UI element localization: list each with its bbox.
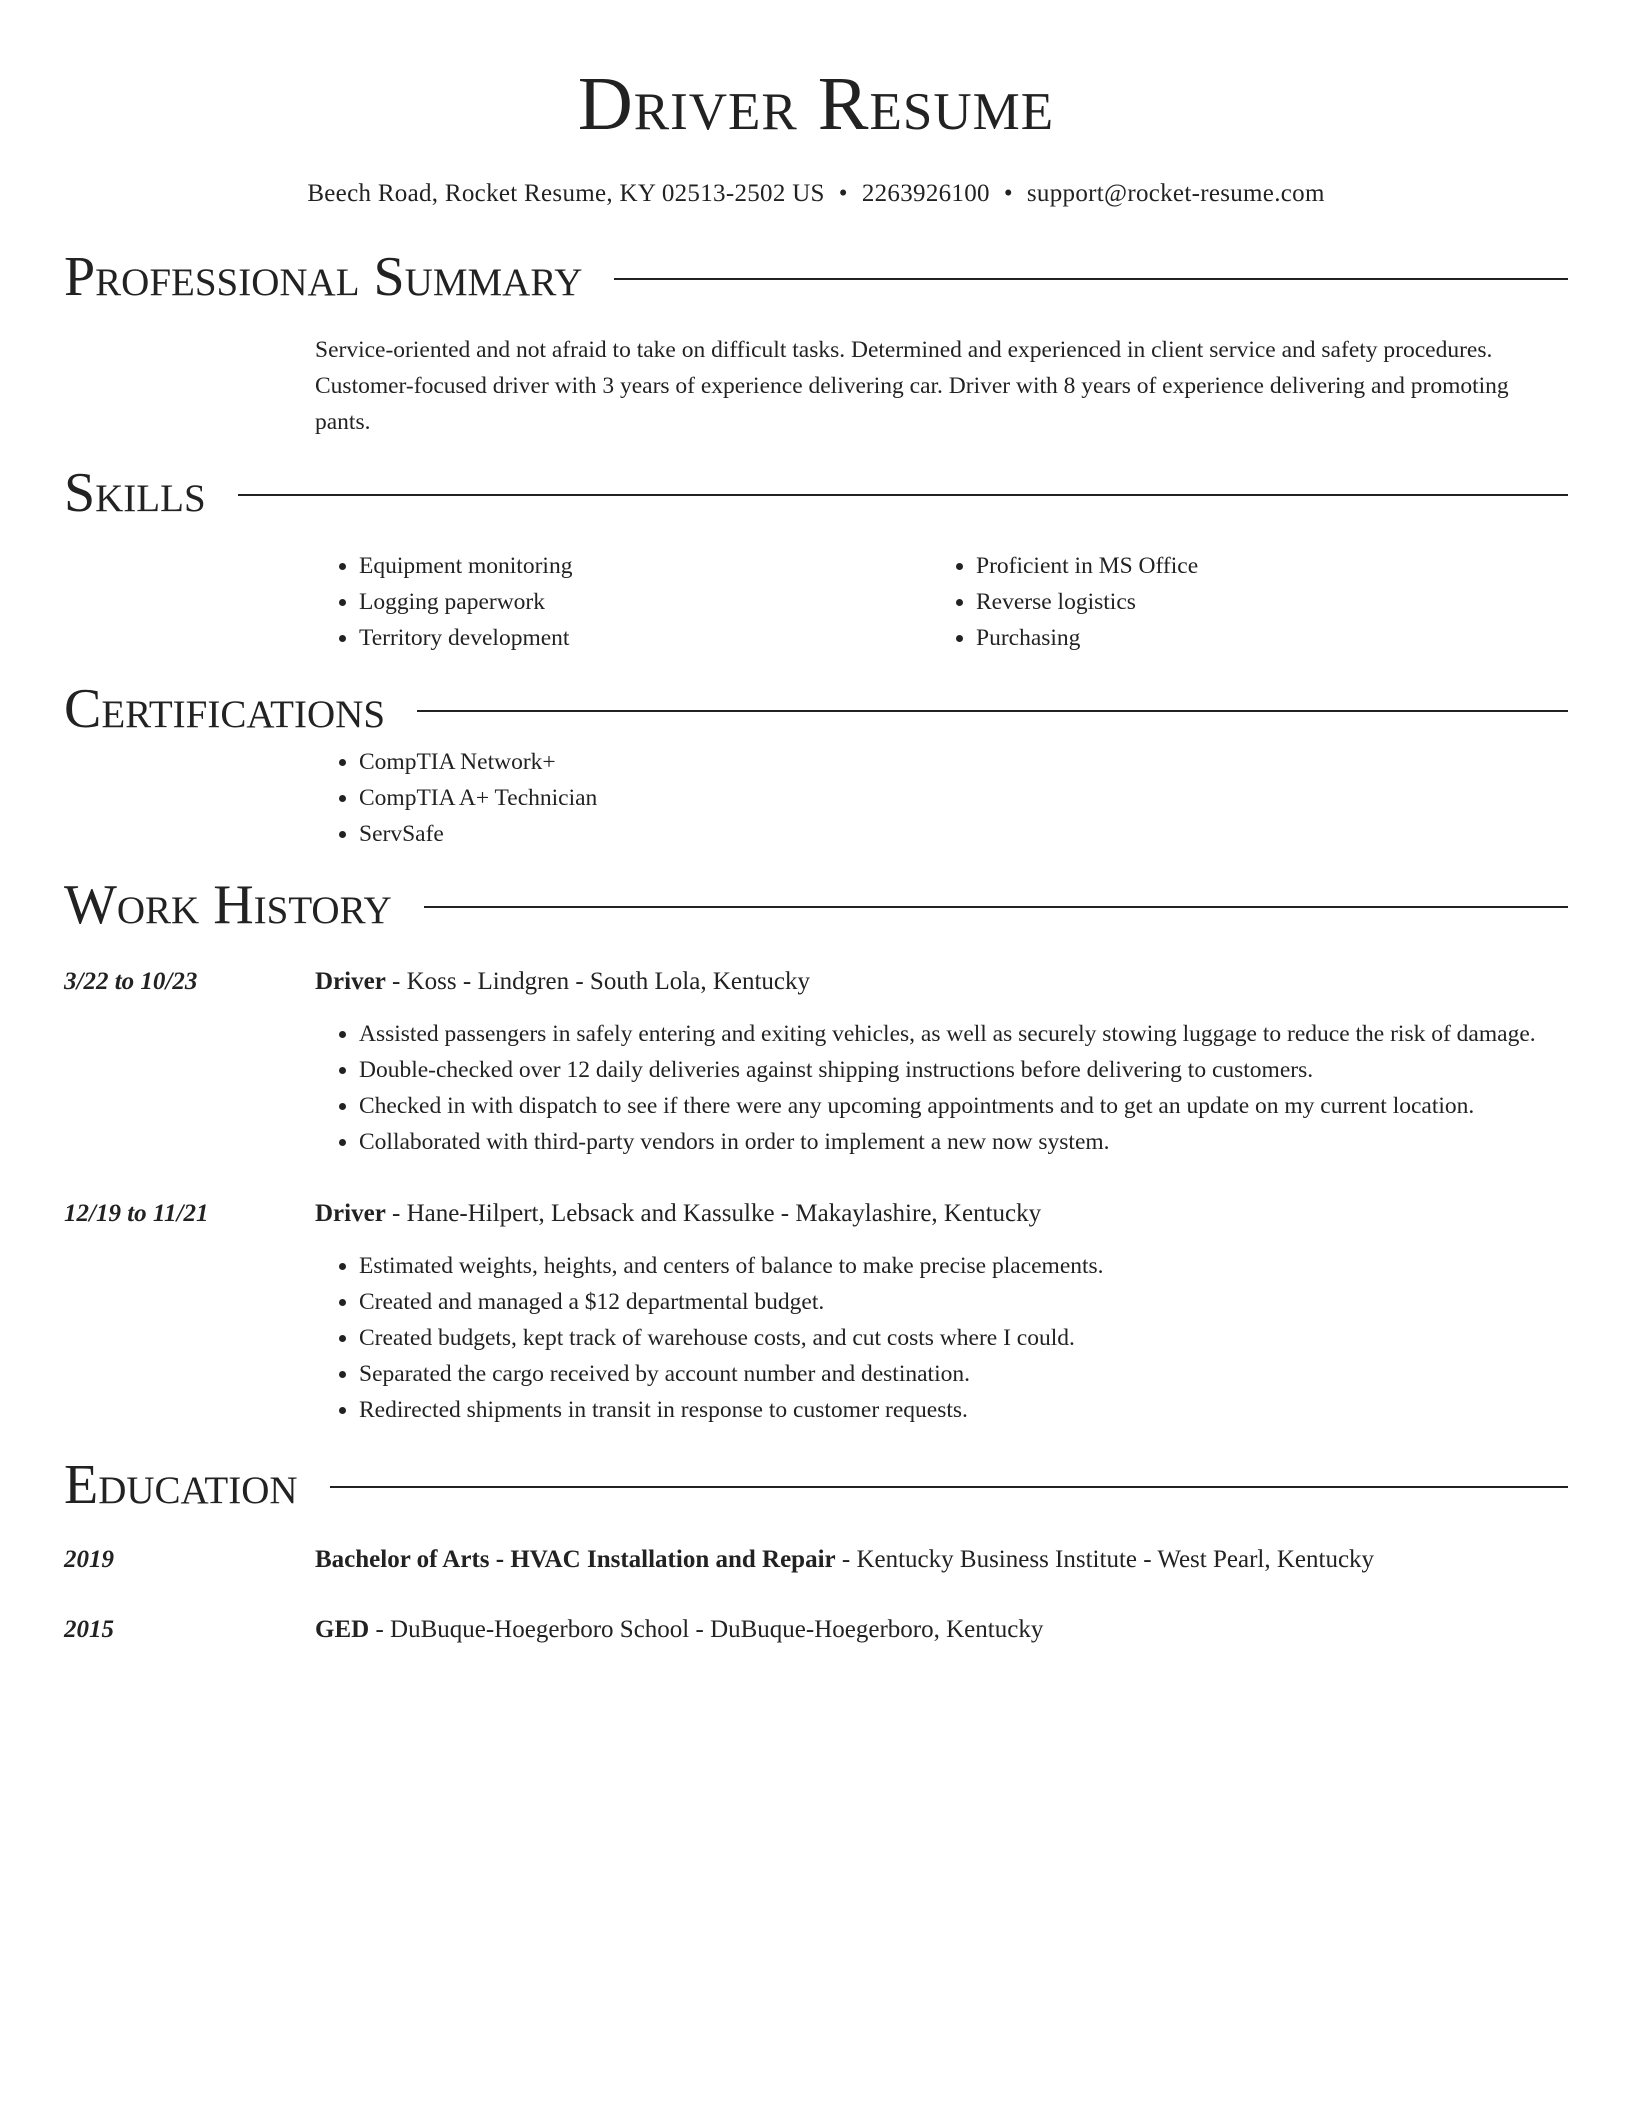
skills-grid bbox=[315, 548, 1568, 656]
job-bullet: • Collaborated with third-party vendors in order to implement a new now system. bbox=[359, 1124, 1568, 1160]
summary-section bbox=[64, 242, 1568, 440]
skill-item: • Purchasing bbox=[976, 620, 1549, 656]
summary-header bbox=[64, 242, 1568, 312]
skills-list-left bbox=[315, 548, 932, 656]
certifications-list bbox=[315, 744, 1568, 852]
education-year: 2015 bbox=[64, 1616, 114, 1643]
skill-item: • Territory development bbox=[359, 620, 932, 656]
job-bullet: • Estimated weights, heights, and centers of balance to make precise placements. bbox=[359, 1248, 1568, 1284]
certifications-header bbox=[64, 674, 1568, 744]
job-bullet: • Created and managed a $12 departmental budget. bbox=[359, 1284, 1568, 1320]
skills-title: Skills bbox=[64, 462, 206, 524]
education-section bbox=[64, 1450, 1568, 1648]
certifications-body bbox=[315, 744, 1568, 852]
skill-item: • Reverse logistics bbox=[976, 584, 1549, 620]
skill-item: • Equipment monitoring bbox=[359, 548, 932, 584]
contact-address: Beech Road, Rocket Resume, KY 02513-2502 US bbox=[307, 180, 825, 207]
education-year: 2019 bbox=[64, 1546, 114, 1573]
contact-line bbox=[64, 176, 1568, 212]
job-dates: 3/22 to 10/23 bbox=[64, 968, 198, 995]
certification-item: • CompTIA A+ Technician bbox=[359, 780, 1568, 816]
education-heading bbox=[315, 1542, 1568, 1578]
job-bullet: • Double-checked over 12 daily deliveries against shipping instructions before delivering to customers. bbox=[359, 1052, 1568, 1088]
job-bullet: • Created budgets, kept track of warehouse costs, and cut costs where I could. bbox=[359, 1320, 1568, 1356]
resume-title: Driver Resume bbox=[577, 62, 1055, 146]
skills-column-right bbox=[932, 548, 1549, 656]
job-details: - Koss - Lindgren - South Lola, Kentucky bbox=[385, 968, 811, 995]
education-degree: GED bbox=[315, 1616, 370, 1643]
job-bullet-list bbox=[315, 1016, 1568, 1160]
section-divider bbox=[417, 710, 1568, 712]
job-header-row bbox=[64, 964, 1568, 1000]
education-entry bbox=[64, 1612, 1568, 1648]
section-divider bbox=[238, 494, 1568, 496]
job-heading bbox=[315, 1196, 1568, 1232]
summary-body bbox=[315, 332, 1568, 440]
section-divider bbox=[330, 1486, 1568, 1488]
education-details: - DuBuque-Hoegerboro School - DuBuque-Hoegerboro, Kentucky bbox=[369, 1616, 1044, 1643]
contact-separator: • bbox=[838, 180, 848, 207]
skill-item: • Proficient in MS Office bbox=[976, 548, 1549, 584]
certification-item: • ServSafe bbox=[359, 816, 1568, 852]
skills-section bbox=[64, 458, 1568, 656]
skill-item: • Logging paperwork bbox=[359, 584, 932, 620]
certification-item: • CompTIA Network+ bbox=[359, 744, 1568, 780]
job-role: Driver bbox=[315, 968, 386, 995]
summary-title: Professional Summary bbox=[64, 246, 583, 308]
education-header bbox=[64, 1450, 1568, 1520]
job-role: Driver bbox=[315, 1200, 386, 1227]
contact-email: support@rocket-resume.com bbox=[1026, 180, 1325, 207]
section-divider bbox=[424, 906, 1568, 908]
contact-separator: • bbox=[1003, 180, 1013, 207]
job-entry bbox=[64, 1196, 1568, 1428]
job-bullet: • Checked in with dispatch to see if there were any upcoming appointments and to get an update on my current location. bbox=[359, 1088, 1568, 1124]
skills-header bbox=[64, 458, 1568, 528]
skills-column-left bbox=[315, 548, 932, 656]
job-bullet-list bbox=[315, 1248, 1568, 1428]
job-bullets bbox=[315, 1248, 1568, 1428]
job-bullet: • Redirected shipments in transit in response to customer requests. bbox=[359, 1392, 1568, 1428]
job-dates: 12/19 to 11/21 bbox=[64, 1200, 209, 1227]
job-header-row bbox=[64, 1196, 1568, 1232]
education-heading bbox=[315, 1612, 1568, 1648]
job-bullet: • Separated the cargo received by account number and destination. bbox=[359, 1356, 1568, 1392]
job-entry bbox=[64, 964, 1568, 1160]
education-title: Education bbox=[64, 1454, 298, 1516]
certifications-section bbox=[64, 674, 1568, 852]
work-section bbox=[64, 870, 1568, 1428]
summary-text: Service-oriented and not afraid to take on difficult tasks. Determined and experienced in client service and safety procedures. Customer-focused driver with 3 years of experience delivering car. Driver with 8 years of experience delivering and promoting pants. bbox=[315, 337, 1509, 435]
job-bullets bbox=[315, 1016, 1568, 1160]
section-divider bbox=[614, 278, 1568, 280]
education-degree: Bachelor of Arts - HVAC Installation and Repair bbox=[315, 1546, 836, 1573]
work-header bbox=[64, 870, 1568, 940]
job-heading bbox=[315, 964, 1568, 1000]
education-entry bbox=[64, 1542, 1568, 1578]
skills-body bbox=[315, 548, 1568, 656]
job-details: - Hane-Hilpert, Lebsack and Kassulke - Makaylashire, Kentucky bbox=[385, 1200, 1042, 1227]
certifications-title: Certifications bbox=[64, 678, 386, 740]
contact-phone: 2263926100 bbox=[861, 180, 990, 207]
work-title: Work History bbox=[64, 874, 392, 936]
skills-list-right bbox=[932, 548, 1549, 656]
job-bullet: • Assisted passengers in safely entering and exiting vehicles, as well as securely stowing luggage to reduce the risk of damage. bbox=[359, 1016, 1568, 1052]
education-details: - Kentucky Business Institute - West Pearl, Kentucky bbox=[835, 1546, 1375, 1573]
